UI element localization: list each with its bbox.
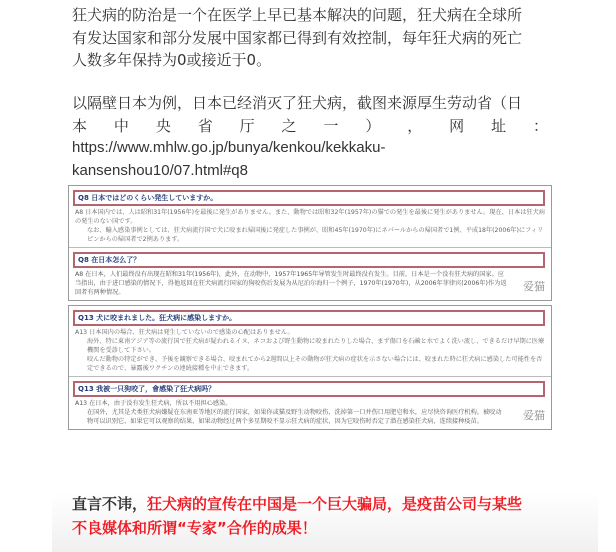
char: 厅	[239, 116, 255, 135]
char: 本	[72, 116, 88, 135]
answer-text-translated	[69, 399, 551, 426]
answer-line: 海外、特に東南アジア等の流行国で狂犬病が疑われるイヌ、ネコおよび野生動物に咬まれたりした場合、まず傷口を石鹸と水でよく洗い流し、できるだけ早期に医療機関を受診して下さい。	[87, 338, 545, 354]
question-box-translated: Q8 在日本怎么了？	[73, 252, 545, 268]
char: 网	[449, 116, 465, 135]
mhlw-faq-screenshot	[68, 185, 552, 430]
answer-line: A8 日本国内では、人は昭和31年(1956年)を最後に発生がありません。また、動物では昭和32年(1957年)の猫での発生を最後に発生がありません。現在、日本は狂犬病の発生のない国です。	[75, 209, 545, 225]
faq-panel-q13	[68, 305, 552, 430]
divider	[69, 376, 551, 377]
char: 省	[197, 116, 213, 135]
answer-text	[69, 328, 551, 373]
char: 之	[281, 116, 297, 135]
intro-paragraph: 狂犬病的防治是一个在医学上早已基本解决的问题，狂犬病在全球所有发达国家和部分发展中国家都已得到有效控制，每年狂犬病的死亡人数多年保持为0或接近于0。	[72, 6, 523, 69]
watermark: 爱猫	[523, 409, 545, 422]
char: ，	[407, 116, 423, 135]
question-box: Q8 日本ではどのくらい発生していますか。	[73, 190, 545, 206]
answer-line: 在国外，尤其是犬类狂犬病嫌疑在东南亚等地区的流行国家，如果你或猫及野生动物咬伤，洗掉第一口并伤口用肥皂和水，应尽快咨询医疗机构。被咬动物可以识别它，如果它可以观察的结果，如果动物经过两个多星期咬不显示狂犬病的症状，因为它咬伤时否定了潜在感染狂犬病，连续接种疫苗。	[87, 409, 502, 425]
source-url-line-2: kansenshou10/07.html#q8	[72, 161, 248, 179]
divider	[69, 247, 551, 248]
question-box: Q13 犬に咬まれました。狂犬病に感染しますか。	[73, 310, 545, 326]
watermark: 爱猫	[523, 280, 545, 293]
answer-text	[69, 208, 551, 244]
conclusion-paragraph	[72, 492, 530, 540]
char: 址	[491, 116, 507, 135]
answer-line: A13 日本国内の場合、狂犬病は発生していないので感染の心配はありません。	[75, 329, 294, 336]
char: 中	[113, 116, 129, 135]
paragraph-line: 以隔壁日本为例，日本已经消灭了狂犬病，截图来源厚生劳动省（日	[72, 94, 523, 112]
japan-example-paragraph	[72, 92, 548, 182]
justified-line	[72, 115, 548, 138]
conclusion-prefix: 直言不讳，	[72, 495, 148, 513]
char: 一	[323, 116, 339, 135]
question-box-translated: Q13 我被一只狗咬了，會感染了狂犬病吗？	[73, 381, 545, 397]
faq-panel-q8	[68, 185, 552, 301]
char: ：	[532, 116, 548, 135]
char: 央	[155, 116, 171, 135]
source-url-line-1: https://www.mhlw.go.jp/bunya/kenkou/kekkaku-	[72, 139, 386, 156]
answer-line: 咬んだ動物の特定ができ、予後を観察できる場合、咬まれてから2週間以上その動物が狂犬病の症状を示さない場合には、咬まれた時に狂犬病に感染した可能性を否定できるので、暴露後ワクチンの連続接種を中止できます。	[87, 356, 543, 372]
char: ）	[365, 116, 381, 135]
answer-text-translated: A8 在日本，人们最终没有出现在昭和31年(1956年)，此外，在动物中，1957年1965年导管发生时最终没有发生。目前，日本是一个没有狂犬病的国家。应当指出，由于进口感染的情况下，得他返回在狂犬病流行国家的狗咬伤后发展为从尼泊尔海归一个例子，1970年(1970年)，从2006年菲律宾(2006年)作为返回者有两种情况。	[75, 271, 507, 296]
conclusion-highlight: 狂犬病的宣传在中国是一个巨大骗局，是疫苗公司与某些不良媒体和所谓“专家”合作的成果！	[72, 495, 523, 537]
answer-line: A13 在日本，由于没有发生狂犬病，所以不用担心感染。	[75, 400, 232, 407]
answer-line: なお、輸入感染事例としては、狂犬病流行国で犬に咬まれ帰国後に発症した事例が、昭和45年(1970年)にネパールからの帰国者で1例、平成18年(2006年)にフィリピンからの帰国者で2例あります。	[87, 227, 544, 243]
